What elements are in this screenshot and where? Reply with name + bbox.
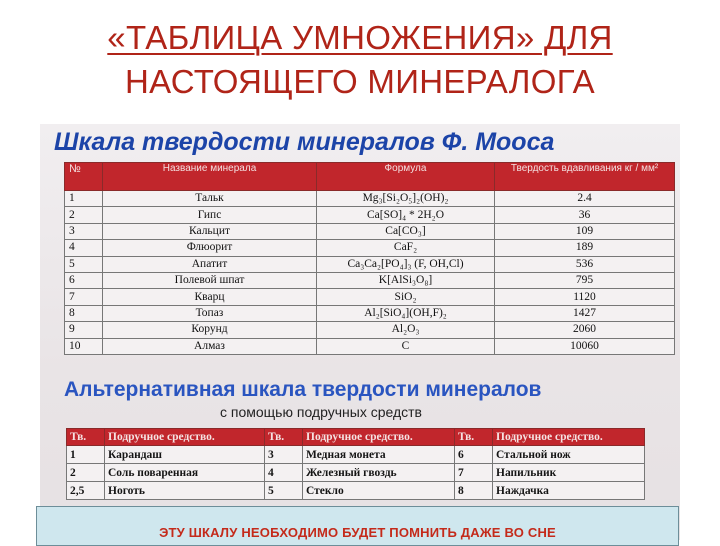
slide-title-line-2: НАСТОЯЩЕГО МИНЕРАЛОГА (125, 63, 595, 100)
mineral-formula: K[AlSi₃O₈] (317, 272, 495, 288)
mineral-name: Апатит (103, 256, 317, 272)
alt-hardness: 7 (455, 464, 493, 482)
alt-table-header-row (67, 429, 645, 446)
mohs-table-row (65, 338, 675, 354)
mineral-number: 7 (65, 289, 103, 305)
alt-tool: Карандаш (105, 446, 265, 464)
alt-tool: Медная монета (303, 446, 455, 464)
alt-header-tool-1: Подручное средство. (105, 429, 265, 446)
alt-table-row (67, 482, 645, 500)
slide-title-line-1: «ТАБЛИЦА УМНОЖЕНИЯ» ДЛЯ (107, 19, 613, 56)
mineral-name: Кальцит (103, 223, 317, 239)
alt-hardness: 8 (455, 482, 493, 500)
mineral-formula: Ca[CO₃] (317, 223, 495, 239)
mineral-hardness: 536 (495, 256, 675, 272)
mineral-number: 1 (65, 191, 103, 207)
alt-hardness: 3 (265, 446, 303, 464)
mineral-number: 4 (65, 240, 103, 256)
mohs-scale-table (64, 162, 675, 355)
mineral-hardness: 189 (495, 240, 675, 256)
mineral-hardness: 10060 (495, 338, 675, 354)
alternative-scale-table (66, 428, 645, 500)
mineral-name: Корунд (103, 322, 317, 338)
mohs-table-row (65, 240, 675, 256)
mineral-formula: Mg₃[Si₂O₅]₂(OH)₂ (317, 191, 495, 207)
mineral-name: Тальк (103, 191, 317, 207)
mineral-name: Топаз (103, 305, 317, 321)
mineral-hardness: 1120 (495, 289, 675, 305)
alt-header-tool-2: Подручное средство. (303, 429, 455, 446)
alt-table-row (67, 464, 645, 482)
alt-tool: Стальной нож (493, 446, 645, 464)
mineral-hardness: 2060 (495, 322, 675, 338)
mineral-formula: Ca₃Ca₂[PO₄]₃ (F, OH,Cl) (317, 256, 495, 272)
mohs-table-row (65, 207, 675, 223)
mohs-table-row (65, 256, 675, 272)
mohs-table-row (65, 322, 675, 338)
alt-header-tool-3: Подручное средство. (493, 429, 645, 446)
mineral-name: Гипс (103, 207, 317, 223)
mineral-number: 8 (65, 305, 103, 321)
mineral-name: Алмаз (103, 338, 317, 354)
mohs-table-row (65, 272, 675, 288)
mineral-formula: SiO₂ (317, 289, 495, 305)
alt-hardness: 4 (265, 464, 303, 482)
mineral-formula: CaF₂ (317, 240, 495, 256)
mineral-number: 9 (65, 322, 103, 338)
header-hardness: Твердость вдавливания кг / мм² (495, 163, 675, 191)
mineral-number: 5 (65, 256, 103, 272)
slide-title (0, 16, 720, 104)
alt-hardness: 6 (455, 446, 493, 464)
alternative-scale-heading: Альтернативная шкала твердости минералов (64, 378, 542, 401)
mineral-hardness: 795 (495, 272, 675, 288)
mineral-formula: Al₂[SiO₄](OH,F)₂ (317, 305, 495, 321)
mohs-scale-heading: Шкала твердости минералов Ф. Мооса (54, 128, 555, 156)
mohs-table-row (65, 223, 675, 239)
alt-hardness: 2,5 (67, 482, 105, 500)
mineral-hardness: 109 (495, 223, 675, 239)
mineral-formula: C (317, 338, 495, 354)
mineral-number: 10 (65, 338, 103, 354)
footer-note-box (36, 506, 679, 546)
mineral-formula: Al₂O₃ (317, 322, 495, 338)
footer-note-text: ЭТУ ШКАЛУ НЕОБХОДИМО БУДЕТ ПОМНИТЬ ДАЖЕ ВО СНЕ (159, 525, 556, 540)
hardness-scale-poster-image (40, 124, 680, 540)
mineral-hardness: 36 (495, 207, 675, 223)
alt-header-hardness-2: Тв. (265, 429, 303, 446)
alt-tool: Соль поваренная (105, 464, 265, 482)
mineral-formula: Ca[SO]₄ * 2H₂O (317, 207, 495, 223)
alternative-scale-subheading: с помощью подручных средств (220, 404, 422, 420)
mineral-number: 2 (65, 207, 103, 223)
alt-hardness: 1 (67, 446, 105, 464)
alt-tool: Ноготь (105, 482, 265, 500)
header-formula: Формула (317, 163, 495, 191)
mohs-table-row (65, 191, 675, 207)
mohs-table-header-row (65, 163, 675, 191)
mineral-number: 6 (65, 272, 103, 288)
mineral-hardness: 2.4 (495, 191, 675, 207)
alt-tool: Наждачка (493, 482, 645, 500)
alt-header-hardness-3: Тв. (455, 429, 493, 446)
alt-tool: Железный гвоздь (303, 464, 455, 482)
header-mineral-name: Название минерала (103, 163, 317, 191)
alt-tool: Стекло (303, 482, 455, 500)
mohs-table-row (65, 305, 675, 321)
mineral-name: Полевой шпат (103, 272, 317, 288)
header-number: № (65, 163, 103, 191)
mineral-number: 3 (65, 223, 103, 239)
alt-hardness: 5 (265, 482, 303, 500)
mineral-name: Флюорит (103, 240, 317, 256)
alt-tool: Напильник (493, 464, 645, 482)
mineral-hardness: 1427 (495, 305, 675, 321)
alt-header-hardness-1: Тв. (67, 429, 105, 446)
mineral-name: Кварц (103, 289, 317, 305)
mohs-table-row (65, 289, 675, 305)
alt-table-row (67, 446, 645, 464)
alt-hardness: 2 (67, 464, 105, 482)
